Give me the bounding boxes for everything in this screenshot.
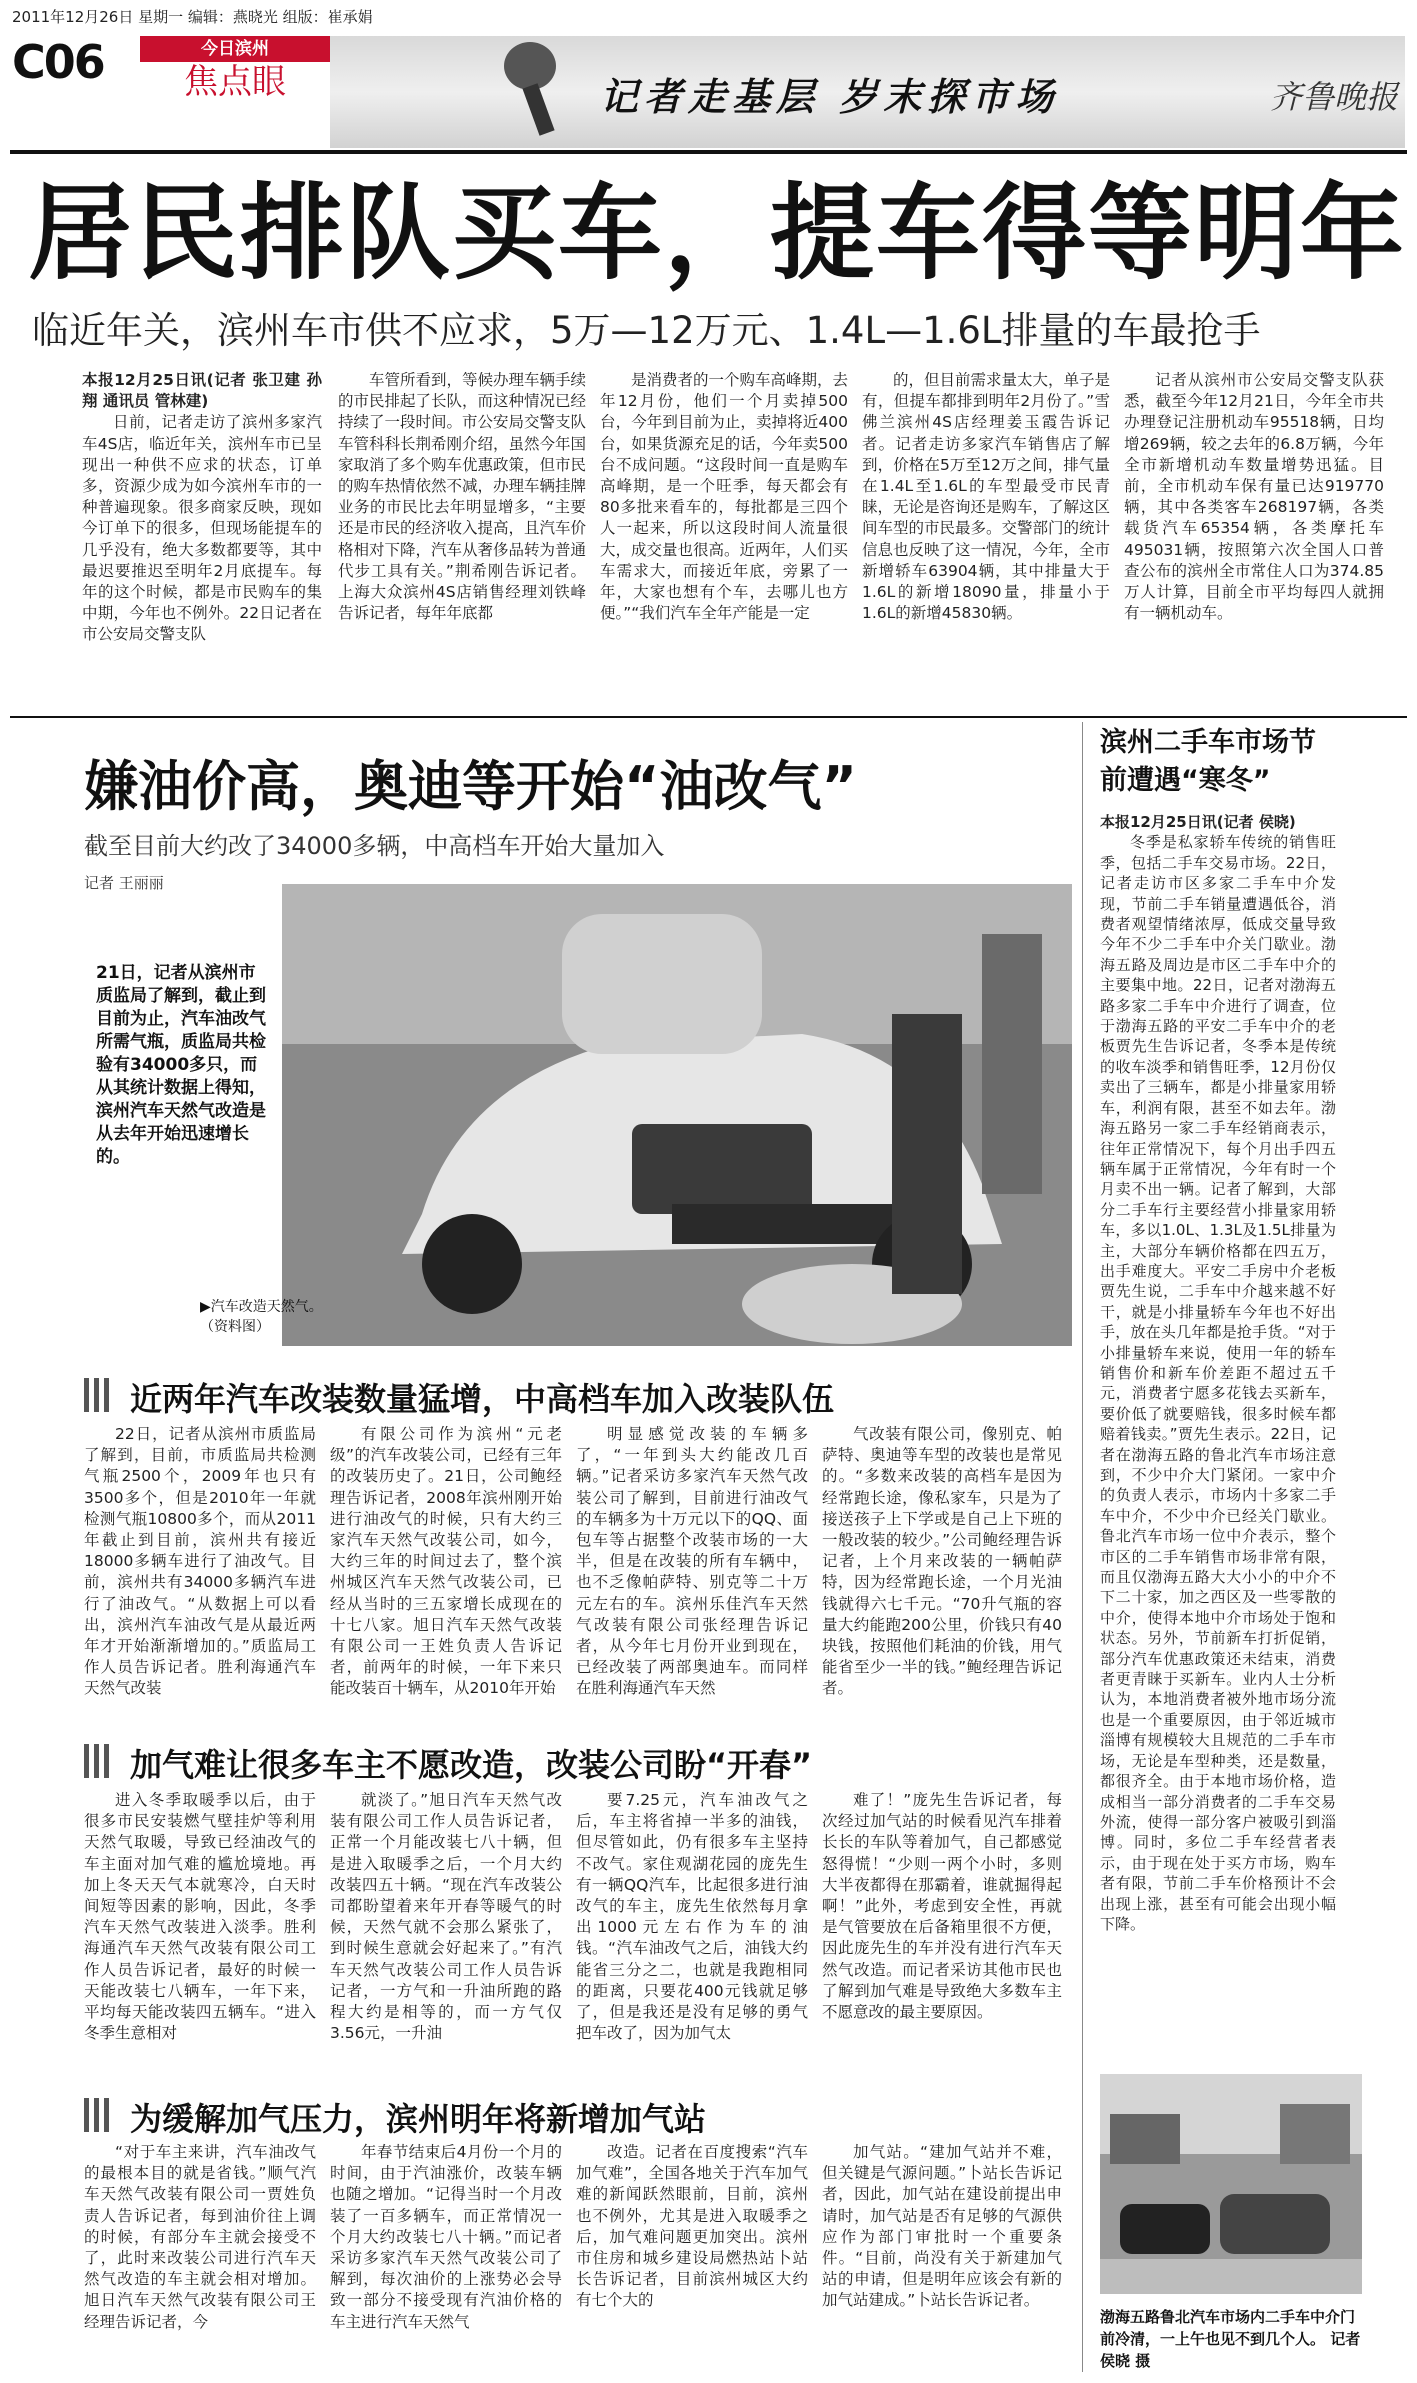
newspaper-logo: 齐鲁晚报 — [1270, 78, 1399, 116]
section-paragraph: 进入冬季取暖季以后，由于很多市民安装燃气壁挂炉等利用天然气取暖，导致已经油改气的车主面对加气难的尴尬境地。再加上冬天天气本就寒冷，白天时间短等因素的影响，因此，冬季汽车天然气改装进入淡季。胜利海通汽车天然气改装有限公司工作人员告诉记者，最好的时候一天能改装七八辆车，一年下来，平均每天能改装四五辆车。“进入冬季生意相对 — [84, 1791, 316, 2043]
section-paragraph: 气改装有限公司，像别克、帕萨特、奥迪等车型的改装也是常见的。“多数来改装的高档车是因为经常跑长途，像私家车，只是为了接送孩子上下学或是自己上下班的一般改装的较少。”公司鲍经理告诉记者，上个月来改装的一辆帕萨特，因为经常跑长途，一个月光油钱就得六七千元。“70升气瓶的容量大约能跑200公里，价钱只有40块钱，按照他们耗油的价钱，用气能省至少一半的钱。”鲍经理告诉记者。 — [822, 1425, 1062, 1698]
side-headline: 滨州二手车市场节前遭遇“寒冬” — [1100, 727, 1316, 796]
section2-column-3 — [576, 1790, 808, 2090]
section3-column-2 — [330, 2142, 562, 2374]
section-title: 焦点眼 — [184, 62, 286, 102]
section-heading: 为缓解加气压力，滨州明年将新增加气站 — [130, 2100, 707, 2138]
section-bar-icon — [84, 1378, 89, 1412]
section-bar-icon — [104, 1378, 109, 1412]
section-heading: 加气难让很多车主不愿改造，改装公司盼“开春” — [130, 1746, 813, 1784]
section-bar-icon — [94, 1744, 99, 1778]
divider — [10, 716, 1407, 718]
lead-column-2 — [338, 370, 586, 720]
section1-column-4 — [822, 1424, 1062, 1732]
section-tag: 今日滨州 — [140, 36, 330, 62]
car-conversion-photo — [282, 884, 1072, 1346]
banner-slogan: 记者走基层 岁末探市场 — [600, 74, 1060, 119]
lead-paragraph: 是消费者的一个购车高峰期，去年12月份，他们一个月卖掉500台，今年到目前为止，卖掉将近400台，如果货源充足的话，今年卖500台不成问题。“这段时间一直是购车高峰期，是一个旺季，每天都会有80多批来看车的，每批都是三四个人一起来，所以这段时间人流量很大，成交量也很高。近两年，人们买车需求大，而接近年底，旁累了一年，大家也想有个车，去哪儿也方便。”“我们汽车全年产能是一定 — [600, 371, 848, 623]
side-paragraph: 冬季是私家轿车传统的销售旺季，包括二手车交易市场。22日，记者走访市区多家二手车中介发现，节前二手车销量遭遇低谷，消费者观望情绪浓厚，低成交量导致今年不少二手车中介关门歇业。渤海五路及周边是市区二手车中介的主要集中地。22日，记者对渤海五路多家二手车中介进行了调查，位于渤海五路的平安二手车中介的老板贾先生告诉记者，冬季本是传统的收车淡季和销售旺季，12月份仅卖出了三辆车，都是小排量家用轿车，利润有限，甚至不如去年。渤海五路另一家二手车经销商表示，往年正常情况下，每个月出手四五辆车属于正常情况，今年有时一个月卖不出一辆。记者了解到，大部分二手车行主要经营小排量家用轿车，多以1.0L、1.3L及1.5L排量为主，大部分车辆价格都在四五万，出手难度大。平安二手房中介老板贾先生说，二手车中介越来越不好干，就是小排量轿车今年也不好出手，放在头几年都是抢手货。“对于小排量轿车来说，使用一年的轿车销售价和新车价差距不超过五千元，消费者宁愿多花钱去买新车，要价低了就要赔钱，很多时候车都赔着钱卖。”贾先生表示。22日，记者在渤海五路的鲁北汽车市场注意到，不少中介大门紧闭。一家中介的负责人表示，市场内十多家二手车中介，不少中介已经关门歇业。鲁北汽车市场一位中介表示，整个市区的二手车销售市场非常有限，而且仅渤海五路大大小小的中介不下二十家，加之西区及一些零散的中介，使得本地中介市场处于饱和状态。另外，节前新车打折促销，部分汽车优惠政策还未结束，消费者更青睐于买新车。业内人士分析认为，本地消费者被外地市场分流也是一个重要原因，由于邻近城市淄博有规模较大且规范的二手车市场，无论是车型种类，还是数量，都很齐全。由于本地市场价格，造成相当一部分消费者的二手车交易外流，使得一部分客户被吸引到淄博。同时，多位二手车经营者表示，由于现在处于买方市场，购车者有限，节前二手车价格预计不会出现上涨，甚至有可能会出现小幅下降。 — [1100, 833, 1336, 1933]
gas-reporter: 记者 王丽丽 — [84, 874, 164, 892]
section-bar-icon — [84, 2098, 89, 2132]
section-paragraph: 明显感觉改装的车辆多了，“一年到头大约能改几百辆。”记者采访多家汽车天然气改装公司了解到，目前进行油改气的车辆多为十万元以下的QQ、面包车等占据整个改装市场的一大半，但是在改装的所有车辆中，也不乏像帕萨特、别克等二十万元左右的车。滨州乐佳汽车天然气改装有限公司张经理告诉记者，从今年七月份开业到现在，已经改装了两部奥迪车。而同样在胜利海通汽车天然 — [576, 1425, 808, 1698]
issue-meta: 2011年12月26日 星期一 编辑：燕晓光 组版：崔承娟 — [12, 8, 373, 26]
section2-column-1 — [84, 1790, 316, 2090]
lead-paragraph: 车管所看到，等候办理车辆手续的市民排起了长队，而这种情况已经持续了一段时间。市公安局交警支队车管科科长荆希刚介绍，虽然今年国家取消了多个购车优惠政策，但市民的购车热情依然不减，办理车辆挂牌业务的市民比去年明显增多，“主要还是市民的经济收入提高，且汽车价格相对下降，汽车从奢侈品转为普通代步工具有关。”荆希刚告诉记者。上海大众滨州4S店销售经理刘铁峰告诉记者，每年年底都 — [338, 371, 586, 623]
photo-caption: ▶汽车改造天然气。（资料图） — [200, 1299, 323, 1335]
section-paragraph: 有限公司作为滨州“元老级”的汽车改装公司，已经有三年的改装历史了。21日，公司鲍经理告诉记者，2008年滨州刚开始进行油改气的时候，只有大约三家汽车天然气改装公司，如今，大约三年的时间过去了，整个滨州城区汽车天然气改装公司，已经从当时的三五家增长成现在的十七八家。旭日汽车天然气改装有限公司一王姓负责人告诉记者，前两年的时候，一年下来只能改装百十辆车，从2010年开始 — [330, 1425, 562, 1698]
lead-column-5 — [1124, 370, 1384, 720]
rule — [10, 150, 1407, 154]
section-bar-icon — [104, 2098, 109, 2132]
section-paragraph: 就淡了。”旭日汽车天然气改装有限公司工作人员告诉记者，正常一个月能改装七八十辆，但是进入取暖季之后，一个月大约改装四五十辆。“现在汽车改装公司都盼望着来年开春等暖气的时候，天然气就不会那么紧张了，到时候生意就会好起来了。”有汽车天然气改装公司工作人员告诉记者，一方气和一升油所跑的路程大约是相等的，而一方气仅3.56元，一升油 — [330, 1791, 562, 2043]
section1-column-2 — [330, 1424, 562, 1732]
lead-paragraph: 日前，记者走访了滨州多家汽车4S店，临近年关，滨州车市已呈现出一种供不应求的状态，订单多，资源少成为如今滨州车市的一种普遍现象。很多商家反映，现如今订单下的很多，但现场能提车的几乎没有，绝大多数都要等，其中最迟要推迟至明年2月底提车。每年的这个时候，都是市民购车的集中期，今年也不例外。22日记者在市公安局交警支队 — [82, 413, 322, 644]
lead-headline: 居民排队买车，提车得等明年 — [28, 172, 1407, 294]
section3-column-1 — [84, 2142, 316, 2374]
section-paragraph: 难了！”庞先生告诉记者，每次经过加气站的时候看见汽车排着长长的车队等着加气，自己都感觉怒得慌！“少则一两个小时，多则大半夜都得在那霸着，谁就掘得起啊！”此外，考虑到安全性，再就是气管要放在后备箱里很不方便，因此庞先生的车并没有进行汽车天然气改造。而记者采访其他市民也了解到加气难是导致绝大多数车主不愿意改的最主要原因。 — [822, 1791, 1062, 2022]
microphone-icon — [470, 36, 590, 148]
section-bar-icon — [94, 2098, 99, 2132]
section-paragraph: 加气站。“建加气站并不难，但关键是气源问题。”卜站长告诉记者，因此，加气站在建设前提出申请时，加气站是否有足够的气源供应作为部门审批时一个重要条件。“目前，尚没有关于新建加气站的申请，但是明年应该会有新的加气站建成。”卜站长告诉记者。 — [822, 2143, 1062, 2310]
lead-subhead: 临近年关，滨州车市供不应求，5万—12万元、1.4L—1.6L排量的车最抢手 — [32, 309, 1261, 352]
section-heading: 近两年汽车改装数量猛增，中高档车加入改装队伍 — [130, 1380, 835, 1418]
section3-column-3 — [576, 2142, 808, 2374]
section-paragraph: 22日，记者从滨州市质监局了解到，目前，市质监局共检测气瓶2500个，2009年也只有3500多个，但是2010年一年就检测气瓶10800多个，而从2011年截止到目前，滨州共有接近18000多辆车进行了油改气。目前，滨州共有34000多辆汽车进行了油改气。“从数据上可以看出，滨州汽车油改气是从最近两年才开始渐渐增加的。”质监局工作人员告诉记者。胜利海通汽车天然气改装 — [84, 1425, 316, 1698]
section-paragraph: 改造。记者在百度搜索“汽车加气难”，全国各地关于汽车加气难的新闻跃然眼前，目前，滨州也不例外，尤其是进入取暖季之后，加气难问题更加突出。滨州市住房和城乡建设局燃热站卜站长告诉记者，目前滨州城区大约有七个大的 — [576, 2143, 808, 2310]
market-photo-caption: 渤海五路鲁北汽车市场内二手车中介门前冷清，一上午也见不到几个人。 记者 侯晓 摄 — [1100, 2308, 1361, 2370]
car-photo-illustration — [282, 884, 1072, 1346]
lead-paragraph: 记者从滨州市公安局交警支队获悉，截至今年12月21日，今年全市共办理登记注册机动车95518辆，日均增269辆，较之去年的6.8万辆，今年全市新增机动车数量增势迅猛。目前，全市机动车保有量已达919770辆，其中各类客车268197辆，各类载货汽车65354辆，各类摩托车495031辆，按照第六次全国人口普查公布的滨州全市常住人口为374.85万人计算，目前全市平均每四人就拥有一辆机动车。 — [1124, 371, 1384, 623]
lead-column-3 — [600, 370, 848, 720]
section-bar-icon — [84, 1744, 89, 1778]
section3-column-4 — [822, 2142, 1062, 2374]
page-number: C06 — [12, 35, 104, 89]
section-bar-icon — [94, 1378, 99, 1412]
lead-column-1 — [82, 370, 322, 720]
section-paragraph: 要7.25元，汽车油改气之后，车主将省掉一半多的油钱，但尽管如此，仍有很多车主坚持不改气。家住观湖花园的庞先生有一辆QQ汽车，比起很多进行油改气的车主，庞先生依然每月拿出1000元左右作为车的油钱。“汽车油改气之后，油钱大约能省三分之二，也就是我跑相同的距离，只要花400元钱就足够了，但是我还是没有足够的勇气把车改了，因为加气太 — [576, 1791, 808, 2043]
side-byline: 本报12月25日讯(记者 侯晓) — [1100, 813, 1296, 831]
section2-column-4 — [822, 1790, 1062, 2090]
section2-column-2 — [330, 1790, 562, 2090]
section-paragraph: 年春节结束后4月份一个月的时间，由于汽油涨价，改装车辆也随之增加。“记得当时一个月改装了一百多辆车，而正常情况一个月大约改装七八十辆。”而记者采访多家汽车天然气改装公司了解到，每次油价的上涨势必会导致一部分不接受现有汽油价格的车主进行汽车天然气 — [330, 2143, 562, 2331]
section1-column-1 — [84, 1424, 316, 1732]
gas-headline: 嫌油价高，奥迪等开始“油改气” — [84, 755, 857, 818]
section-bar-icon — [104, 1744, 109, 1778]
lead-column-4 — [862, 370, 1110, 720]
market-photo — [1100, 2074, 1362, 2294]
lead-byline: 本报12月25日讯(记者 张卫建 孙翔 通讯员 管林建) — [82, 371, 322, 411]
photo-side-caption: 21日，记者从滨州市质监局了解到，截止到目前为止，汽车油改气所需气瓶，质监局共检验有34000多只，而从其统计数据上得知，滨州汽车天然气改造是从去年开始迅速增长的。 — [96, 963, 266, 1167]
column-rule — [1082, 722, 1083, 2372]
market-photo-illustration — [1100, 2074, 1362, 2294]
section-paragraph: “对于车主来讲，汽车油改气的最根本目的就是省钱。”顺气汽车天然气改装有限公司一贾姓负责人告诉记者，每到油价往上调的时候，有部分车主就会接受不了，此时来改装公司进行汽车天然气改造的车主就会相对增加。旭日汽车天然气改装有限公司王经理告诉记者，今 — [84, 2143, 316, 2331]
side-column — [1100, 812, 1336, 2066]
gas-subhead: 截至目前大约改了34000多辆，中高档车开始大量加入 — [84, 832, 665, 860]
section1-column-3 — [576, 1424, 808, 1732]
lead-paragraph: 的，但目前需求量太大，单子是有，但提车都排到明年2月份了。”雪佛兰滨州4S店经理姜玉霞告诉记者。记者走访多家汽车销售店了解到，价格在5万至12万之间，排气量在1.4L至1.6L的车型最受市民青睐，无论是咨询还是购车，了解这区间车型的市民最多。交警部门的统计信息也反映了这一情况，今年，全市新增轿车63904辆，其中排量大于1.6L的新增18090量，排量小于1.6L的新增45830辆。 — [862, 371, 1110, 623]
